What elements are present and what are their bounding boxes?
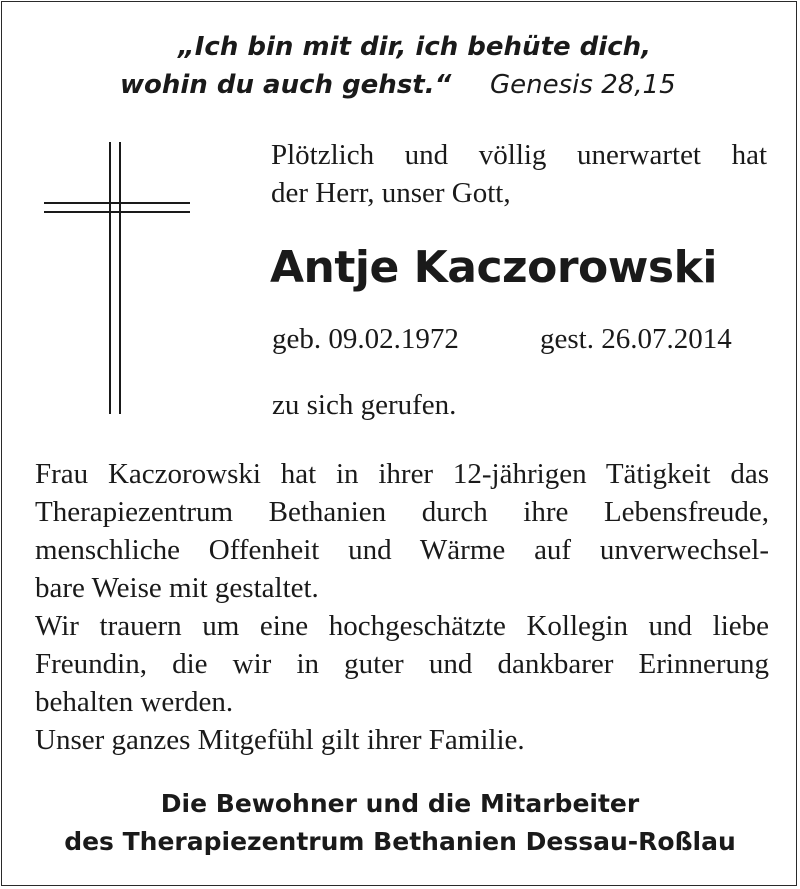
tribute-line: Therapiezentrum Bethanien durch ihre Lebensfreude, — [35, 496, 769, 528]
quote-reference: Genesis 28,15 — [490, 70, 676, 100]
signature-line-1: Die Bewohner und die Mitarbeiter — [160, 789, 640, 818]
called-home-text: zu sich gerufen. — [272, 389, 457, 421]
birth-date: geb. 09.02.1972 — [272, 323, 459, 355]
tribute-line: Unser ganzes Mitgefühl gilt ihrer Familie. — [35, 724, 525, 756]
tribute-text — [35, 455, 769, 759]
tribute-line: behalten werden. — [35, 686, 234, 718]
death-date: gest. 26.07.2014 — [540, 323, 732, 355]
intro-line-2: der Herr, unser Gott, — [271, 177, 511, 209]
life-dates — [272, 320, 732, 358]
tribute-line: bare Weise mit gestaltet. — [35, 572, 319, 604]
quote-line-2: wohin du auch gehst.“ — [120, 70, 452, 100]
cross-icon — [44, 142, 190, 414]
intro-line-1: Plötzlich und völlig unerwartet hat — [271, 139, 767, 171]
deceased-name: Antje Kaczorowski — [270, 242, 717, 293]
signature-block — [0, 785, 800, 861]
intro-text — [271, 136, 771, 212]
tribute-line: Freundin, die wir in guter und dankbarer Erinnerung — [35, 648, 769, 680]
tribute-line: Frau Kaczorowski hat in ihrer 12-jährigen Tätigkeit das — [35, 458, 769, 490]
tribute-line: Wir trauern um eine hochgeschätzte Kollegin und liebe — [35, 610, 769, 642]
signature-line-2: des Therapiezentrum Bethanien Dessau-Roßlau — [64, 827, 736, 856]
tribute-line: menschliche Offenheit und Wärme auf unverwechsel- — [35, 534, 769, 566]
quote-line-1: „Ich bin mit dir, ich behüte dich, — [178, 32, 652, 62]
